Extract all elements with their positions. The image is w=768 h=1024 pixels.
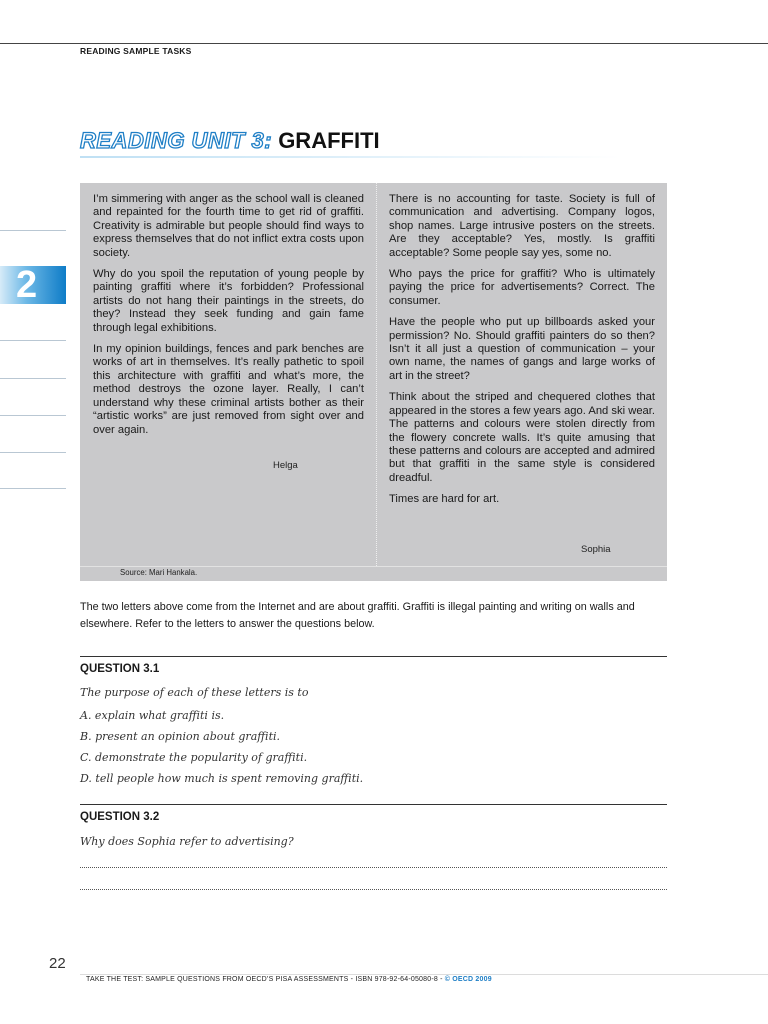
answer-option-d[interactable]: D. tell people how much is spent removing graffiti. [80, 772, 364, 785]
signature-sophia: Sophia [581, 544, 611, 555]
letter-paragraph: Why do you spoil the reputation of young people by painting graffiti where it’s forbidden? Professional artists do not hang their paintings in the streets, do they? Instead they seek funding and gain fame through legal exhibitions. [93, 268, 364, 334]
margin-line [0, 230, 66, 231]
margin-line [0, 452, 66, 453]
answer-line[interactable] [80, 889, 667, 890]
chapter-number: 2 [16, 264, 38, 306]
question-rule [80, 804, 667, 805]
unit-title [80, 128, 380, 154]
unit-name: GRAFFITI [278, 128, 380, 153]
margin-line [0, 415, 66, 416]
intro-text: The two letters above come from the Internet and are about graffiti. Graffiti is illegal painting and writing on walls and elsewhere. Refer to the letters to answer the questions below. [80, 601, 635, 630]
unit-prefix: READING UNIT 3: [80, 128, 273, 153]
title-underline [80, 156, 620, 158]
letter-paragraph: There is no accounting for taste. Society is full of communication and advertising. Company logos, shop names. Large intrusive posters on the streets. Are they acceptable? Yes, mostly. Is graffiti acceptable? Some people say yes, some no. [389, 193, 655, 259]
answer-line[interactable] [80, 867, 667, 868]
letter-paragraph: Times are hard for art. [389, 493, 500, 506]
letter-paragraph: I’m simmering with anger as the school wall is cleaned and repainted for the fourth time to get rid of graffiti. Creativity is admirable but people should find ways to express themselves that do not inflict extra costs upon society. [93, 193, 364, 259]
answer-option-a[interactable]: A. explain what graffiti is. [80, 709, 225, 722]
top-rule [0, 43, 768, 44]
source-credit: Source: Mari Hankala. [120, 568, 198, 577]
margin-line [0, 488, 66, 489]
signature-helga: Helga [273, 460, 298, 471]
letter-paragraph: In my opinion buildings, fences and park benches are works of art in themselves. It’s really pathetic to spoil this architecture with graffiti and what’s more, the method destroys the ozone layer. Really, I can’t understand why these criminal artists bother as their “artistic works” are just removed from sight over and over again. [93, 343, 364, 436]
letter-paragraph: Who pays the price for graffiti? Who is ultimately paying the price for advertisements? Correct. The consumer. [389, 268, 655, 307]
question-heading: QUESTION 3.1 [80, 663, 160, 675]
footer [86, 976, 492, 983]
letters-divider [376, 183, 377, 566]
answer-option-b[interactable]: B. present an opinion about graffiti. [80, 730, 280, 743]
margin-line [0, 340, 66, 341]
question-prompt: The purpose of each of these letters is to [80, 686, 309, 699]
page-number: 22 [49, 955, 66, 972]
question-rule [80, 656, 667, 657]
letter-paragraph: Think about the striped and chequered clothes that appeared in the stores a few years ago. And ski wear. The patterns and colours were stolen directly from the flowery concrete walls. It’s quite amusing that these patterns and colours are accepted and admired but that graffiti in the same style is considered dreadful. [389, 391, 655, 484]
question-prompt: Why does Sophia refer to advertising? [80, 835, 294, 848]
margin-line [0, 378, 66, 379]
footer-text: TAKE THE TEST: SAMPLE QUESTIONS FROM OECD’S PISA ASSESSMENTS - ISBN 978-92-64-05080-8 - [86, 976, 445, 983]
question-heading: QUESTION 3.2 [80, 811, 160, 823]
letter-helga [93, 193, 364, 445]
footer-rule [80, 974, 768, 975]
answer-option-c[interactable]: C. demonstrate the popularity of graffiti. [80, 751, 308, 764]
section-header: READING SAMPLE TASKS [80, 46, 192, 56]
letter-sophia [389, 193, 655, 515]
footer-copyright: © OECD 2009 [444, 976, 492, 983]
letter-paragraph: Have the people who put up billboards asked your permission? No. Should graffiti painters do so then? Isn’t it all just a question of communication – your own name, the names of gangs and large works of art in the street? [389, 316, 655, 382]
